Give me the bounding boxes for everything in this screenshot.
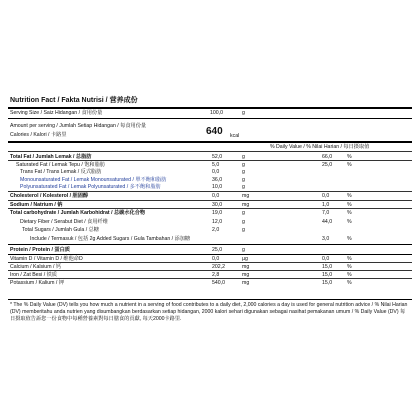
nutrient-label: Calcium / Kalsium / 钙 [10,264,62,270]
nutrient-label: Total Sugars / Jumlah Gula / 总糖 [22,227,99,233]
nutrient-value: 2,8 [212,272,220,278]
nutrient-unit: g [242,247,245,253]
nutrient-label: Monounsaturated Fat / Lemak Monounsaturated / 單不飽和脂肪 [20,177,167,183]
nutrient-value: 12,0 [212,219,223,225]
nutrient-unit: g [242,227,245,233]
percent-sign: % [347,219,352,225]
divider [8,191,412,192]
daily-value: 7,0 [322,210,330,216]
divider [8,160,412,161]
nutrient-value: 5,0 [212,162,220,168]
nutrient-unit: mg [242,272,250,278]
percent-sign: % [347,210,352,216]
percent-sign: % [347,162,352,168]
nutrient-unit: g [242,177,245,183]
nutrient-label: Potassium / Kalium / 钾 [10,280,64,286]
nutrient-unit: g [242,154,245,160]
nutrient-label: Dietary Fiber / Serabut Diet / 食用纤维 [20,219,108,225]
nutrient-value: 10,0 [212,184,223,190]
daily-value: 15,0 [322,264,333,270]
nutrient-value: 25,0 [212,247,223,253]
divider [8,278,412,279]
serving-label: Serving Size / Saiz Hidangan / 食用份量 [10,110,103,116]
percent-sign: % [347,236,352,242]
nutrient-label: Trans Fat / Trans Lemak / 反式脂肪 [20,169,102,175]
percent-sign: % [347,272,352,278]
divider [8,208,412,209]
divider [8,141,412,143]
nutrient-label: Cholesterol / Kolesterol / 胆固醇 [10,193,89,199]
divider [8,244,412,245]
nutrient-value: 36,0 [212,177,223,183]
divider [8,299,412,300]
nutrient-label: Saturated Fat / Lemak Tepu / 饱和脂肪 [16,162,105,168]
nutrient-unit: g [242,219,245,225]
nutrient-unit: g [242,169,245,175]
divider [8,200,412,201]
nutrient-unit: g [242,162,245,168]
nutrient-unit: mg [242,264,250,270]
daily-value: 3,0 [322,236,330,242]
nutrition-panel [8,97,412,329]
footnote: * The % Daily Value (DV) tells you how much a nutrient in a serving of food contributes to a daily diet, 2,000 calories a day is used for general nutrition advice / % Nilai Harian (DV) memberitahu anda nutrien yang disumbangkan berdasarkan setiap hidangan, 2000 kalori sehari digunakan sebagai nasihat pemakanan umum / % Daily Value (DV) 每日摄取值告訴您一份食物中每種營養素對每日膳食的貢獻, 每天2000卡路里. [10,302,408,322]
nutrient-label: Polyunsaturated Fat / Lemak Polyunsaturated / 多不飽和脂肪 [20,184,161,190]
daily-value: 15,0 [322,272,333,278]
calories-label: Calories / Kalori / 卡路里 [10,132,67,138]
nutrient-label: Protein / Protein / 蛋白质 [10,247,70,253]
daily-value: 1,0 [322,202,330,208]
dv-header: % Daily Value / % Nilai Harian / 每日摄取值 [270,144,370,150]
nutrient-value: 0,0 [212,256,220,262]
nutrient-label: Iron / Zat Besi / 铁质 [10,272,57,278]
nutrient-unit: mg [242,202,250,208]
serving-value: 100,0 [210,110,223,116]
calories-value: 640 [206,126,223,137]
percent-sign: % [347,193,352,199]
nutrient-unit: mg [242,193,250,199]
nutrient-label: Total Fat / Jumlah Lemak / 总脂肪 [10,154,92,160]
daily-value: 15,0 [322,280,333,286]
amount-label: Amount per serving / Jumlah Setiap Hidangan / 每食用份量 [10,123,147,129]
nutrient-value: 0,0 [212,169,220,175]
nutrient-value: 202,2 [212,264,225,270]
nutrient-value: 30,0 [212,202,223,208]
nutrient-unit: mg [242,280,250,286]
nutrient-unit: µg [242,256,248,262]
divider [8,262,412,263]
nutrient-value: 52,0 [212,154,223,160]
nutrient-unit: g [242,210,245,216]
nutrient-value: 540,0 [212,280,225,286]
percent-sign: % [347,264,352,270]
nutrient-label: Include / Termasuk / 包括 2g Added Sugars / Gula Tambahan / 添加糖 [30,236,191,242]
panel-title: Nutrition Fact / Fakta Nutrisi / 营养成份 [10,97,138,104]
daily-value: 25,0 [322,162,333,168]
percent-sign: % [347,202,352,208]
divider [8,254,412,255]
divider [8,107,412,109]
daily-value: 0,0 [322,256,330,262]
divider [8,151,412,152]
calories-unit: kcal [230,133,240,139]
nutrient-unit: g [242,184,245,190]
nutrient-value: 0,0 [212,193,220,199]
percent-sign: % [347,280,352,286]
nutrient-value: 2,0 [212,227,220,233]
daily-value: 44,0 [322,219,333,225]
percent-sign: % [347,256,352,262]
percent-sign: % [347,154,352,160]
divider [8,118,412,119]
serving-unit: g [242,110,245,116]
nutrient-label: Vitamin D / Vitamin D / 维他命D [10,256,83,262]
nutrient-label: Sodium / Natrium / 钠 [10,202,63,208]
daily-value: 66,0 [322,154,333,160]
divider [8,270,412,271]
nutrient-label: Total carbohydrate / Jumlah Karbohidrat / 总碳水化合物 [10,210,146,216]
nutrient-value: 19,0 [212,210,223,216]
daily-value: 0,0 [322,193,330,199]
